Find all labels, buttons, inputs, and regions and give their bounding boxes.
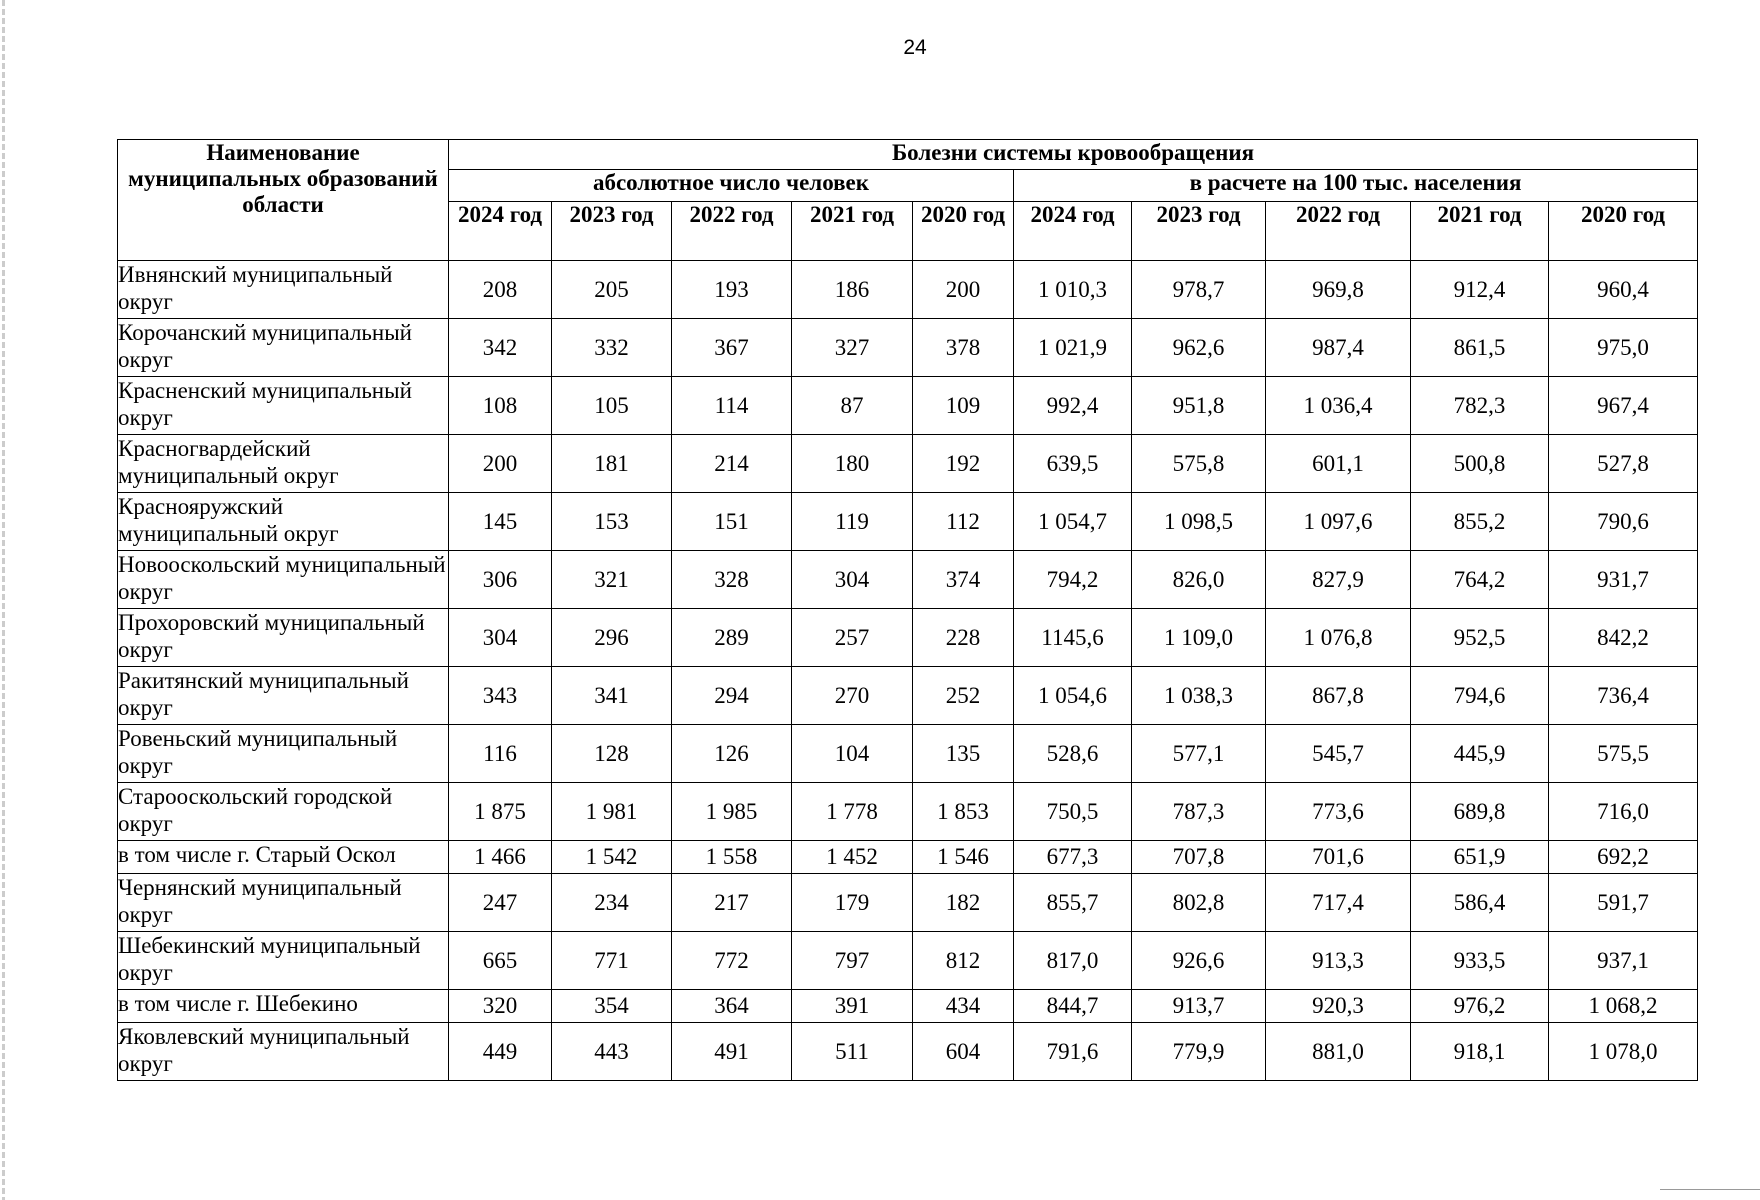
value-cell: 1 109,0 (1132, 609, 1266, 667)
value-cell: 354 (552, 990, 672, 1023)
value-cell: 200 (913, 261, 1014, 319)
value-cell: 296 (552, 609, 672, 667)
value-cell: 153 (552, 493, 672, 551)
value-cell: 374 (913, 551, 1014, 609)
value-cell: 920,3 (1266, 990, 1411, 1023)
value-cell: 186 (792, 261, 913, 319)
municipality-name: Шебекинский муниципальный округ (118, 932, 449, 990)
value-cell: 119 (792, 493, 913, 551)
table-row (118, 1023, 1698, 1081)
value-cell: 601,1 (1266, 435, 1411, 493)
value-cell: 817,0 (1014, 932, 1132, 990)
value-cell: 794,6 (1411, 667, 1549, 725)
value-cell: 1 452 (792, 841, 913, 874)
year-header: 2022 год (672, 202, 792, 261)
value-cell: 787,3 (1132, 783, 1266, 841)
value-cell: 192 (913, 435, 1014, 493)
municipality-name: Ивнянский муниципальный округ (118, 261, 449, 319)
value-cell: 181 (552, 435, 672, 493)
table-row (118, 932, 1698, 990)
table-row (118, 493, 1698, 551)
value-cell: 913,7 (1132, 990, 1266, 1023)
value-cell: 378 (913, 319, 1014, 377)
municipality-name: Яковлевский муниципальный округ (118, 1023, 449, 1081)
table-body (118, 261, 1698, 1081)
value-cell: 252 (913, 667, 1014, 725)
disease-group-header: Болезни системы кровообращения (449, 140, 1698, 170)
value-cell: 445,9 (1411, 725, 1549, 783)
value-cell: 528,6 (1014, 725, 1132, 783)
value-cell: 511 (792, 1023, 913, 1081)
value-cell: 109 (913, 377, 1014, 435)
value-cell: 182 (913, 874, 1014, 932)
value-cell: 1 068,2 (1549, 990, 1698, 1023)
value-cell: 1 038,3 (1132, 667, 1266, 725)
value-cell: 881,0 (1266, 1023, 1411, 1081)
value-cell: 933,5 (1411, 932, 1549, 990)
year-header: 2023 год (552, 202, 672, 261)
value-cell: 151 (672, 493, 792, 551)
value-cell: 294 (672, 667, 792, 725)
value-cell: 367 (672, 319, 792, 377)
municipality-name: Новооскольский муниципальный округ (118, 551, 449, 609)
value-cell: 1 021,9 (1014, 319, 1132, 377)
value-cell: 677,3 (1014, 841, 1132, 874)
municipality-name: Ровеньский муниципальный округ (118, 725, 449, 783)
value-cell: 1 778 (792, 783, 913, 841)
value-cell: 116 (449, 725, 552, 783)
value-cell: 270 (792, 667, 913, 725)
value-cell: 364 (672, 990, 792, 1023)
value-cell: 332 (552, 319, 672, 377)
value-cell: 717,4 (1266, 874, 1411, 932)
year-header: 2021 год (792, 202, 913, 261)
value-cell: 689,8 (1411, 783, 1549, 841)
value-cell: 791,6 (1014, 1023, 1132, 1081)
value-cell: 855,7 (1014, 874, 1132, 932)
value-cell: 575,5 (1549, 725, 1698, 783)
value-cell: 341 (552, 667, 672, 725)
value-cell: 779,9 (1132, 1023, 1266, 1081)
value-cell: 918,1 (1411, 1023, 1549, 1081)
value-cell: 577,1 (1132, 725, 1266, 783)
value-cell: 764,2 (1411, 551, 1549, 609)
municipality-name: Краснояружский муниципальный округ (118, 493, 449, 551)
value-cell: 1 036,4 (1266, 377, 1411, 435)
value-cell: 1 054,6 (1014, 667, 1132, 725)
table-row (118, 435, 1698, 493)
table-row (118, 609, 1698, 667)
table-row (118, 261, 1698, 319)
municipality-name: в том числе г. Старый Оскол (118, 841, 449, 874)
value-cell: 247 (449, 874, 552, 932)
value-cell: 651,9 (1411, 841, 1549, 874)
value-cell: 802,8 (1132, 874, 1266, 932)
absolute-count-header: абсолютное число человек (449, 170, 1014, 202)
value-cell: 842,2 (1549, 609, 1698, 667)
value-cell: 707,8 (1132, 841, 1266, 874)
value-cell: 228 (913, 609, 1014, 667)
value-cell: 304 (792, 551, 913, 609)
table-header (118, 140, 1698, 261)
value-cell: 1145,6 (1014, 609, 1132, 667)
value-cell: 960,4 (1549, 261, 1698, 319)
value-cell: 491 (672, 1023, 792, 1081)
scan-line-artifact (1660, 1189, 1760, 1190)
value-cell: 87 (792, 377, 913, 435)
value-cell: 1 010,3 (1014, 261, 1132, 319)
table-row (118, 667, 1698, 725)
value-cell: 867,8 (1266, 667, 1411, 725)
value-cell: 750,5 (1014, 783, 1132, 841)
municipality-name: Прохоровский муниципальный округ (118, 609, 449, 667)
value-cell: 217 (672, 874, 792, 932)
value-cell: 434 (913, 990, 1014, 1023)
value-cell: 135 (913, 725, 1014, 783)
value-cell: 978,7 (1132, 261, 1266, 319)
name-column-header: Наименование муниципальных образований области (118, 140, 449, 261)
value-cell: 306 (449, 551, 552, 609)
value-cell: 1 853 (913, 783, 1014, 841)
value-cell: 112 (913, 493, 1014, 551)
value-cell: 826,0 (1132, 551, 1266, 609)
value-cell: 128 (552, 725, 672, 783)
value-cell: 1 097,6 (1266, 493, 1411, 551)
value-cell: 992,4 (1014, 377, 1132, 435)
page-number: 24 (903, 36, 927, 59)
year-header: 2022 год (1266, 202, 1411, 261)
value-cell: 105 (552, 377, 672, 435)
year-header: 2023 год (1132, 202, 1266, 261)
year-header: 2021 год (1411, 202, 1549, 261)
table-row (118, 551, 1698, 609)
value-cell: 1 981 (552, 783, 672, 841)
value-cell: 1 078,0 (1549, 1023, 1698, 1081)
value-cell: 449 (449, 1023, 552, 1081)
value-cell: 586,4 (1411, 874, 1549, 932)
value-cell: 193 (672, 261, 792, 319)
value-cell: 1 054,7 (1014, 493, 1132, 551)
municipality-name: Чернянский муниципальный округ (118, 874, 449, 932)
value-cell: 772 (672, 932, 792, 990)
year-header: 2020 год (1549, 202, 1698, 261)
statistics-table (117, 139, 1698, 1081)
value-cell: 114 (672, 377, 792, 435)
value-cell: 391 (792, 990, 913, 1023)
header-row-group (118, 140, 1698, 170)
value-cell: 328 (672, 551, 792, 609)
value-cell: 736,4 (1549, 667, 1698, 725)
scan-edge-artifact (2, 0, 5, 1200)
value-cell: 327 (792, 319, 913, 377)
value-cell: 1 546 (913, 841, 1014, 874)
value-cell: 937,1 (1549, 932, 1698, 990)
value-cell: 855,2 (1411, 493, 1549, 551)
value-cell: 827,9 (1266, 551, 1411, 609)
value-cell: 951,8 (1132, 377, 1266, 435)
year-header: 2024 год (1014, 202, 1132, 261)
value-cell: 180 (792, 435, 913, 493)
value-cell: 443 (552, 1023, 672, 1081)
value-cell: 304 (449, 609, 552, 667)
value-cell: 591,7 (1549, 874, 1698, 932)
municipality-name: в том числе г. Шебекино (118, 990, 449, 1023)
value-cell: 205 (552, 261, 672, 319)
value-cell: 320 (449, 990, 552, 1023)
value-cell: 1 558 (672, 841, 792, 874)
value-cell: 812 (913, 932, 1014, 990)
value-cell: 773,6 (1266, 783, 1411, 841)
value-cell: 794,2 (1014, 551, 1132, 609)
value-cell: 701,6 (1266, 841, 1411, 874)
value-cell: 1 542 (552, 841, 672, 874)
value-cell: 716,0 (1549, 783, 1698, 841)
per-100k-header: в расчете на 100 тыс. населения (1014, 170, 1698, 202)
value-cell: 861,5 (1411, 319, 1549, 377)
value-cell: 289 (672, 609, 792, 667)
value-cell: 214 (672, 435, 792, 493)
value-cell: 926,6 (1132, 932, 1266, 990)
value-cell: 545,7 (1266, 725, 1411, 783)
table-row (118, 377, 1698, 435)
municipality-name: Старооскольский городской округ (118, 783, 449, 841)
municipality-name: Красненский муниципальный округ (118, 377, 449, 435)
value-cell: 342 (449, 319, 552, 377)
value-cell: 1 076,8 (1266, 609, 1411, 667)
year-header: 2024 год (449, 202, 552, 261)
municipality-name: Красногвардейский муниципальный округ (118, 435, 449, 493)
value-cell: 912,4 (1411, 261, 1549, 319)
value-cell: 234 (552, 874, 672, 932)
value-cell: 1 466 (449, 841, 552, 874)
value-cell: 987,4 (1266, 319, 1411, 377)
year-header: 2020 год (913, 202, 1014, 261)
municipality-name: Корочанский муниципальный округ (118, 319, 449, 377)
value-cell: 639,5 (1014, 435, 1132, 493)
value-cell: 575,8 (1132, 435, 1266, 493)
table-row (118, 783, 1698, 841)
value-cell: 665 (449, 932, 552, 990)
table-row (118, 725, 1698, 783)
value-cell: 604 (913, 1023, 1014, 1081)
value-cell: 1 098,5 (1132, 493, 1266, 551)
value-cell: 1 985 (672, 783, 792, 841)
table-row (118, 841, 1698, 874)
value-cell: 913,3 (1266, 932, 1411, 990)
value-cell: 527,8 (1549, 435, 1698, 493)
value-cell: 844,7 (1014, 990, 1132, 1023)
value-cell: 790,6 (1549, 493, 1698, 551)
value-cell: 343 (449, 667, 552, 725)
value-cell: 500,8 (1411, 435, 1549, 493)
value-cell: 976,2 (1411, 990, 1549, 1023)
value-cell: 931,7 (1549, 551, 1698, 609)
value-cell: 782,3 (1411, 377, 1549, 435)
value-cell: 257 (792, 609, 913, 667)
value-cell: 771 (552, 932, 672, 990)
table-row (118, 874, 1698, 932)
value-cell: 104 (792, 725, 913, 783)
value-cell: 962,6 (1132, 319, 1266, 377)
value-cell: 321 (552, 551, 672, 609)
value-cell: 975,0 (1549, 319, 1698, 377)
value-cell: 179 (792, 874, 913, 932)
value-cell: 952,5 (1411, 609, 1549, 667)
value-cell: 1 875 (449, 783, 552, 841)
value-cell: 200 (449, 435, 552, 493)
value-cell: 208 (449, 261, 552, 319)
value-cell: 967,4 (1549, 377, 1698, 435)
value-cell: 108 (449, 377, 552, 435)
value-cell: 126 (672, 725, 792, 783)
table-row (118, 990, 1698, 1023)
table-row (118, 319, 1698, 377)
value-cell: 797 (792, 932, 913, 990)
value-cell: 692,2 (1549, 841, 1698, 874)
value-cell: 969,8 (1266, 261, 1411, 319)
value-cell: 145 (449, 493, 552, 551)
municipality-name: Ракитянский муниципальный округ (118, 667, 449, 725)
